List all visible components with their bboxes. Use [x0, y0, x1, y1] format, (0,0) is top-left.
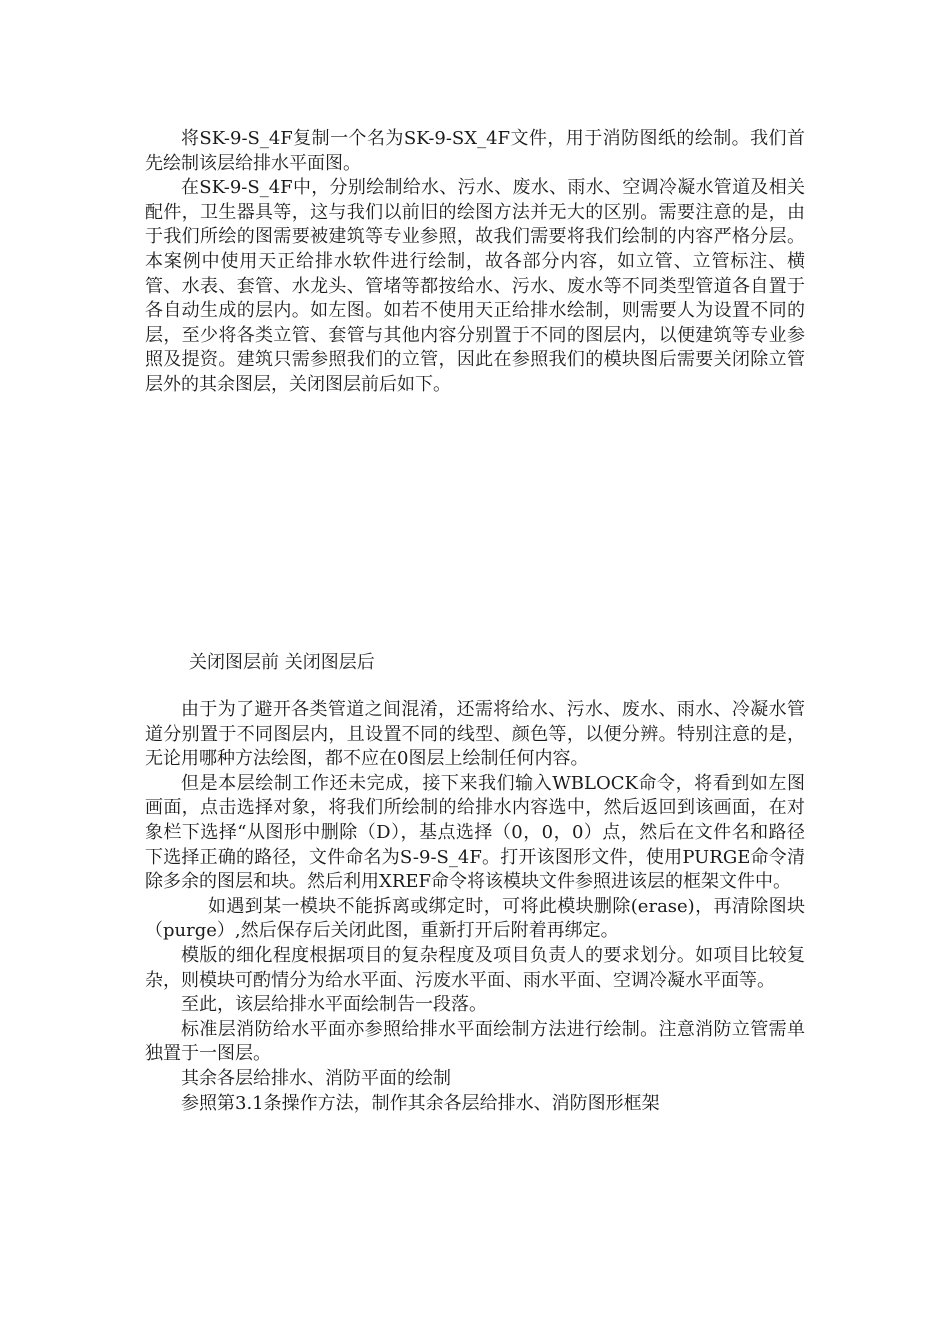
paragraph-detach-bind: 如遇到某一模块不能拆离或绑定时，可将此模块删除(erase)，再清除图块（purge）,然后保存后关闭此图，重新打开后附着再绑定。 — [145, 895, 805, 942]
paragraph-wblock: 但是本层绘制工作还未完成，接下来我们输入WBLOCK命令，将看到如左图画面，点击选择对象，将我们所绘制的给排水内容选中，然后返回到该画面，在对象栏下选择“从图形中删除（D），基点选择（0，0，0）点，然后在文件名和路径下选择正确的路径，文件命名为S-9-S_4F。打开该图形文件，使用PURGE命令清除多余的图层和块。然后利用XREF命令将该模块文件参照进该层的框架文件中。 — [145, 772, 805, 893]
paragraph-fire-water: 标准层消防给水平面亦参照给排水平面绘制方法进行绘制。注意消防立管需单独置于一图层。 — [145, 1018, 805, 1065]
intro-text-block — [145, 127, 805, 398]
paragraph-copy-file: 将SK-9-S_4F复制一个名为SK-9-SX_4F文件，用于消防图纸的绘制。我们首先绘制该层给排水平面图。 — [145, 128, 805, 174]
paragraph-layering: 在SK-9-S_4F中，分别绘制给水、污水、废水、雨水、空调冷凝水管道及相关配件，卫生器具等，这与我们以前旧的绘图方法并无大的区别。需要注意的是，由于我们所绘的图需要被建筑等专业参照，故我们需要将我们绘制的内容严格分层。本案例中使用天正给排水软件进行绘制，故各部分内容，如立管、立管标注、横管、水表、套管、水龙头、管堵等都按给水、污水、废水等不同类型管道各自置于各自动生成的层内。如左图。如若不使用天正给排水绘制，则需要人为设置不同的层，至少将各类立管、套管与其他内容分别置于不同的图层内，以便建筑等专业参照及提资。建筑只需参照我们的立管，因此在参照我们的模块图后需要关闭除立管层外的其余图层，关闭图层前后如下。 — [145, 177, 805, 395]
body-text-block — [145, 698, 805, 1116]
section-heading-other-floors: 其余各层给排水、消防平面的绘制 — [181, 1067, 451, 1089]
paragraph-template-detail: 模版的细化程度根据项目的复杂程度及项目负责人的要求划分。如项目比较复杂，则模块可酌情分为给水平面、污废水平面、雨水平面、空调冷凝水平面等。 — [145, 944, 805, 991]
paragraph-conclusion: 至此，该层给排水平面绘制告一段落。 — [181, 994, 487, 1016]
figure-caption: 关闭图层前 关闭图层后 — [189, 652, 375, 673]
paragraph-line-types: 由于为了避开各类管道之间混淆，还需将给水、污水、废水、雨水、冷凝水管道分别置于不同图层内，且设置不同的线型、颜色等，以便分辨。特别注意的是，无论用哪种方法绘图，都不应在0图层上绘制任何内容。 — [145, 699, 805, 770]
paragraph-other-floors: 参照第3.1条操作方法，制作其余各层给排水、消防图形框架 — [181, 1092, 660, 1114]
